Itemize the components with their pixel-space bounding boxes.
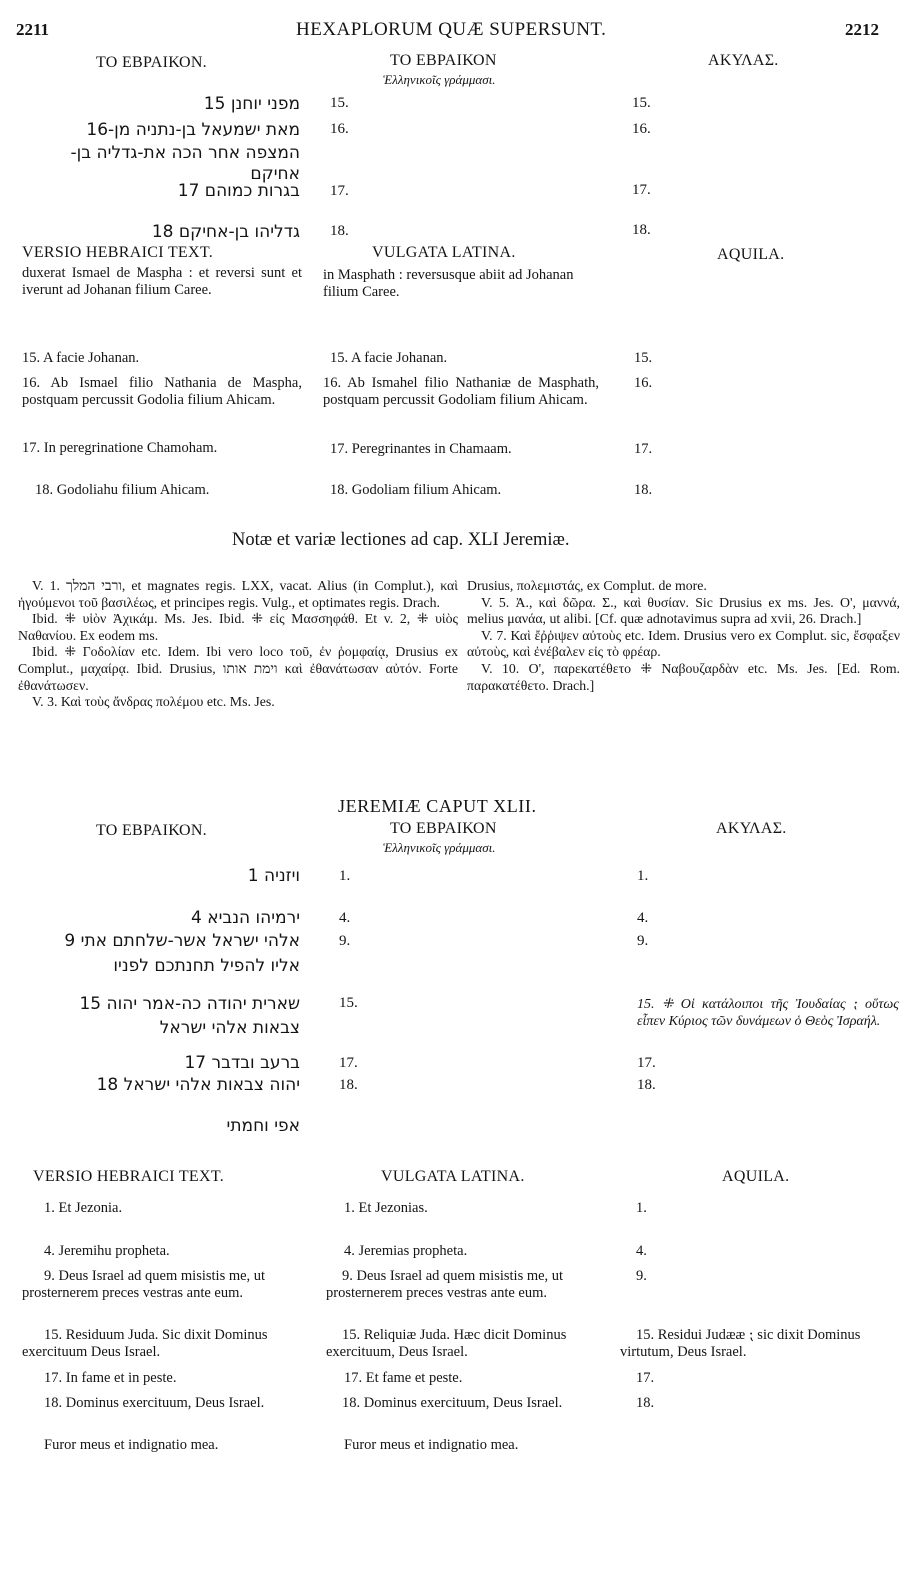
hebrew-verse-9: אלהי ישראל אשר-שלחתם אתי 9: [64, 931, 300, 951]
col-hebrew-title: ΤΟ ΕΒΡΑΙΚΟΝ.: [96, 54, 207, 71]
aquila-lat-ch42-verse-15: 15. Residui Judææ ⁏ sic dixit Dominus virtutum, Deus Israel.: [620, 1327, 861, 1360]
vulgata-ch42-furor: Furor meus et indignatio mea.: [344, 1437, 519, 1453]
aquila-lat-verse-16: 16.: [634, 375, 653, 391]
col-versio-title: VERSIO HEBRAICI TEXT.: [22, 244, 214, 261]
aquila-lat-verse-17: 17.: [634, 441, 653, 457]
translit-verse-4: 4.: [339, 910, 351, 926]
hebrew-verse-16: מאת ישמעאל בן-נתניה מן-16: [86, 120, 300, 140]
aquila-verse-17-ch42: 17.: [637, 1055, 656, 1071]
hebrew-verse-1: ויזניה 1: [247, 866, 300, 886]
aquila-lat-ch42-verse-17: 17.: [636, 1370, 655, 1386]
translit-verse-16: 16.: [330, 121, 349, 137]
col-translit-subtitle-2: Ἑλληνικοῖς γράμμασι.: [383, 840, 496, 855]
aquila-verse-9: 9.: [637, 933, 649, 949]
note-right-1: Drusius, πολεμιστάς, ex Complut. de more.: [467, 578, 707, 593]
aquila-verse-18: 18.: [632, 222, 651, 238]
versio-verse-15: 15. A facie Johanan.: [22, 350, 140, 366]
chapter-title: JEREMIÆ CAPUT XLII.: [338, 796, 537, 816]
vulgata-ch42-verse-15: 15. Reliquiæ Juda. Hæc dicit Dominus exercituum, Deus Israel.: [326, 1327, 567, 1360]
hebrew-verse-18: גדליהו בן-אחיקם 18: [151, 222, 300, 242]
vulgata-ch42-verse-9: 9. Deus Israel ad quem misistis me, ut prosternerem preces vestras ante eum.: [326, 1268, 564, 1301]
versio-verse-16: 16. Ab Ismael filio Nathania de Maspha, postquam percussit Godolia filium Ahicam.: [22, 375, 302, 408]
vulgata-verse-16: 16. Ab Ismahel filio Nathaniæ de Masphath, postquam percussit Godoliam filium Ahicam.: [323, 375, 599, 408]
hebrew-verse-16-line2: המצפה אחר הכה את-גדליה בן-: [70, 143, 300, 163]
aquila-verse-15: 15.: [632, 95, 651, 111]
versio-ch42-verse-18: 18. Dominus exercituum, Deus Israel.: [44, 1395, 265, 1411]
translit-verse-17: 17.: [330, 183, 349, 199]
hebrew-verse-9-line2: אליו להפיל תחנתכם לפניו: [113, 956, 300, 976]
aquila-lat-verse-15: 15.: [634, 350, 653, 366]
aquila-lat-ch42-verse-9: 9.: [636, 1268, 647, 1284]
aquila-lat-ch42-verse-1: 1.: [636, 1200, 647, 1216]
vulgata-ch42-verse-18: 18. Dominus exercituum, Deus Israel.: [342, 1395, 563, 1411]
hebrew-verse-15-ch42: שארית יהודה כה-אמר יהוה 15: [79, 994, 300, 1014]
note-right-3: V. 7. Καὶ ἔῤῥιψεν αὐτοὺς etc. Idem. Drusius vero ex Complut. sic, ἔσφαξεν αὐτοὺς, καὶ ἐνέβαλεν εἰς τὸ φρέαρ.: [467, 627, 900, 660]
hebrew-verse-4: ירמיהו הנביא 4: [190, 908, 300, 928]
aquila-lat-ch42-verse-18: 18.: [636, 1395, 655, 1411]
col-aquila-title: ΑΚΥΛΑΣ.: [708, 52, 779, 69]
translit-verse-15: 15.: [330, 95, 349, 111]
versio-ch42-verse-9: 9. Deus Israel ad quem misistis me, ut prosternerem preces vestras ante eum.: [22, 1268, 266, 1301]
versio-verse-17: 17. In peregrinatione Chamoham.: [22, 440, 218, 456]
translit-verse-1: 1.: [339, 868, 351, 884]
aquila-verse-16: 16.: [632, 121, 651, 137]
translit-verse-18-ch42: 18.: [339, 1077, 358, 1093]
hebrew-verse-17-ch42: ברעב ובדבר 17: [184, 1053, 300, 1073]
note-right-2: V. 5. Ἀ., καὶ δῶρα. Σ., καὶ θυσίαν. Sic Drusius ex ms. Jes. Ο', μαννά, melius μανάα, ut alibi. [Cf. quæ adnotavimus supra ad xvii, 26. Drach.]: [467, 594, 900, 627]
vulgata-verse-17: 17. Peregrinantes in Chamaam.: [330, 441, 512, 457]
vulgata-ch42-verse-4: 4. Jeremias propheta.: [344, 1243, 468, 1259]
col-translit-subtitle: Ἑλληνικοῖς γράμμασι.: [383, 72, 496, 87]
note-left-4: V. 3. Καὶ τοὺς ἄνδρας πολέμου etc. Ms. Jes.: [32, 694, 275, 710]
vulgata-ch42-verse-17: 17. Et fame et peste.: [344, 1370, 463, 1386]
notes-title: Notæ et variæ lectiones ad cap. XLI Jeremiæ.: [232, 530, 570, 550]
note-left-1: V. 1. ורבי המלך, et magnates regis. LXX, vacat. Alius (in Complut.), καὶ ἡγούμενοι τοῦ βασιλέως, et principes regis. Vulg., et optimates regis. Drach.: [18, 578, 458, 610]
versio-ch42-verse-1: 1. Et Jezonia.: [44, 1200, 123, 1216]
versio-ch42-furor: Furor meus et indignatio mea.: [44, 1437, 219, 1453]
col-vulgata-title: VULGATA LATINA.: [372, 244, 516, 261]
col-translit-title-2: ΤΟ ΕΒΡΑΙΚΟΝ: [390, 820, 497, 837]
translit-verse-15-ch42: 15.: [339, 995, 358, 1011]
right-page-number: 2212: [845, 20, 879, 39]
versio-verse-18: 18. Godoliahu filium Ahicam.: [35, 482, 210, 498]
note-left-3: Ibid. ⁜ Γοδολίαν etc. Idem. Ibi vero loco τοῦ, ἐν ῥομφαίᾳ, Drusius ex Complut., μαχαίρᾳ. Ibid. Drusius, וימת אותו καὶ ἐθανάτωσαν αὐτόν. Forte ἐθανάτωσεν.: [18, 644, 458, 693]
col-aquila-lat-title: AQUILA.: [717, 246, 785, 263]
col-hebrew-title-2: ΤΟ ΕΒΡΑΙΚΟΝ.: [96, 822, 207, 839]
vulgata-verse-18: 18. Godoliam filium Ahicam.: [330, 482, 502, 498]
vulgata-verse-15: 15. A facie Johanan.: [330, 350, 448, 366]
aquila-verse-15-ch42: 15. ⁜ Οἱ κατάλοιποι τῆς Ἰουδαίας ⁏ οὕτως εἶπεν Κύριος τῶν δυνάμεων ὁ Θεὸς Ἰσραήλ.: [637, 997, 899, 1029]
versio-ch42-verse-17: 17. In fame et in peste.: [44, 1370, 177, 1386]
aquila-lat-ch42-verse-4: 4.: [636, 1243, 647, 1259]
col-versio-title-2: VERSIO HEBRAICI TEXT.: [33, 1168, 225, 1185]
notes-right-column: [467, 578, 900, 694]
hebrew-verse-17: בגרות כמוהם 17: [177, 181, 300, 201]
versio-ch42-verse-15: 15. Residuum Juda. Sic dixit Dominus exercituum Deus Israel.: [22, 1327, 268, 1360]
aquila-lat-verse-18: 18.: [634, 482, 653, 498]
hebrew-verse-18-ch42-cont: אפי וחמתי: [226, 1116, 300, 1136]
aquila-verse-1: 1.: [637, 868, 649, 884]
col-vulgata-title-2: VULGATA LATINA.: [381, 1168, 525, 1185]
vulgata-ch42-verse-1: 1. Et Jezonias.: [344, 1200, 428, 1216]
vulgata-intro: in Masphath : reversusque abiit ad Johanan filium Caree.: [323, 267, 574, 300]
hebrew-verse-15-ch42-line2: צבאות אלהי ישראל: [159, 1018, 300, 1038]
aquila-verse-17: 17.: [632, 182, 651, 198]
translit-verse-18: 18.: [330, 223, 349, 239]
note-left-2: Ibid. ⁜ υἱὸν Ἀχικάμ. Ms. Jes. Ibid. ⁜ εἰς Μασσηφάθ. Et v. 2, ⁜ υἱὸς Ναθανίου. Ex eodem ms.: [18, 611, 458, 643]
translit-verse-9: 9.: [339, 933, 351, 949]
running-title: HEXAPLORUM QUÆ SUPERSUNT.: [296, 19, 607, 40]
notes-left-column: [18, 578, 458, 711]
col-aquila-title-2: ΑΚΥΛΑΣ.: [716, 820, 787, 837]
versio-intro: duxerat Ismael de Maspha : et reversi sunt et iverunt ad Johanan filium Caree.: [22, 265, 302, 298]
note-right-4: V. 10. Ο', παρεκατέθετο ⁜ Ναβουζαρδὰν etc. Ms. Jes. [Ed. Rom. παρακατέθετο. Drach.]: [467, 660, 900, 693]
aquila-verse-18-ch42: 18.: [637, 1077, 656, 1093]
translit-verse-17-ch42: 17.: [339, 1055, 358, 1071]
hebrew-verse-15: מפני יוחנן 15: [203, 94, 300, 114]
col-aquila-lat-title-2: AQUILA.: [722, 1168, 790, 1185]
hebrew-verse-16-line3: אחיקם: [250, 164, 300, 184]
versio-ch42-verse-4: 4. Jeremihu propheta.: [44, 1243, 170, 1259]
col-translit-title: ΤΟ ΕΒΡΑΙΚΟΝ: [390, 52, 497, 69]
aquila-verse-4: 4.: [637, 910, 649, 926]
left-page-number: 2211: [16, 20, 50, 39]
hebrew-verse-18-ch42: יהוה צבאות אלהי ישראל 18: [96, 1075, 300, 1095]
